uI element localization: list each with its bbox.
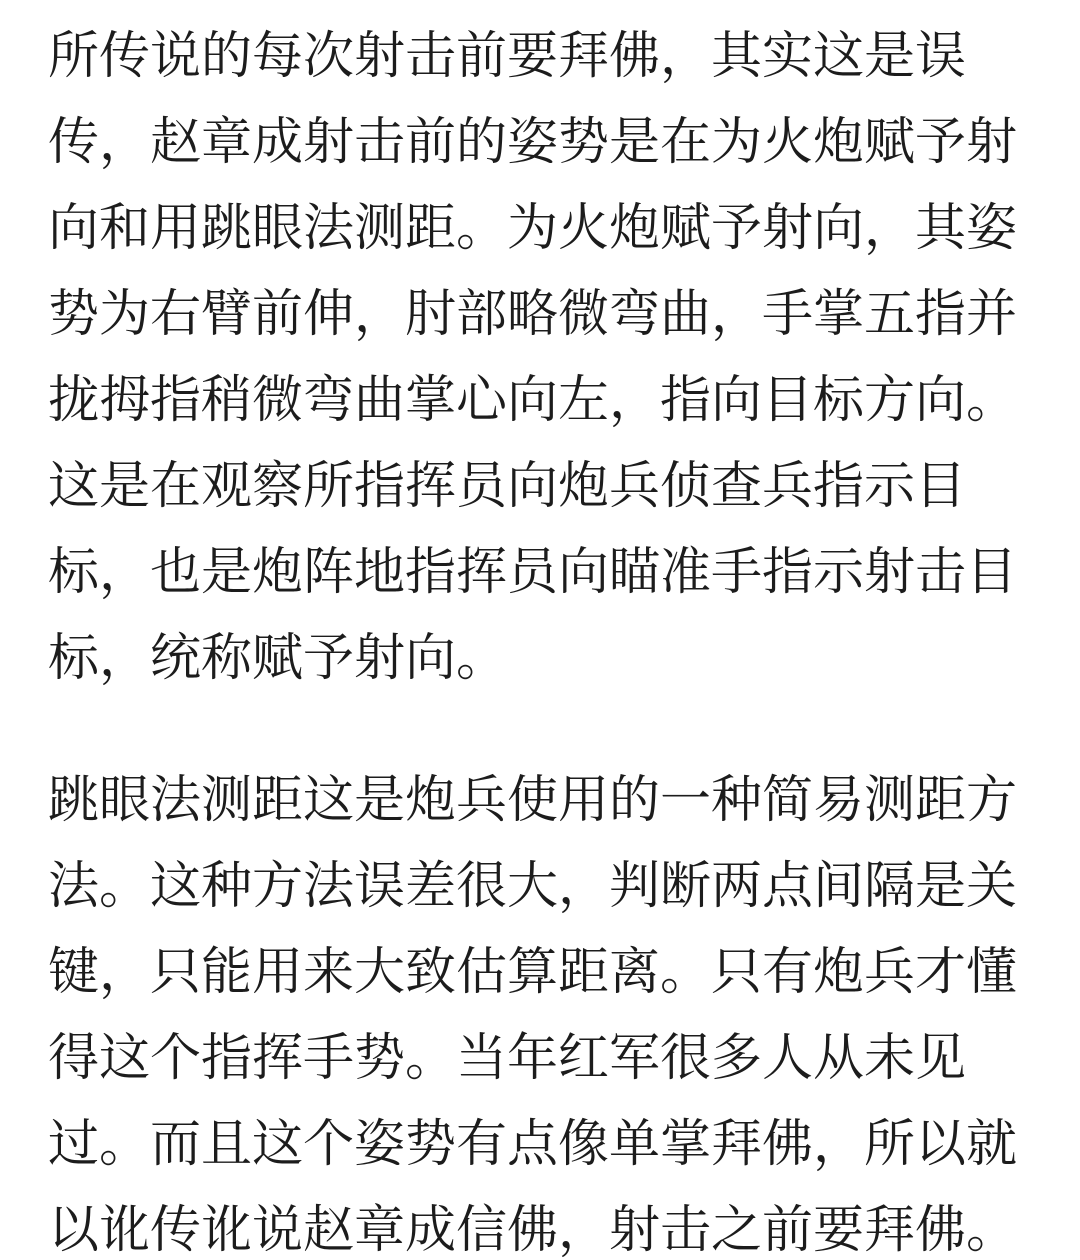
text-line: 势为右臂前伸，肘部略微弯曲，手掌五指并 (48, 285, 1018, 344)
paragraph-2 (48, 758, 1032, 1260)
text-line: 这是在观察所指挥员向炮兵侦查兵指示目 (48, 457, 967, 516)
text-line: 向和用跳眼法测距。为火炮赋予射向，其姿 (48, 199, 1018, 258)
text-line: 法。这种方法误差很大，判断两点间隔是关 (48, 857, 1018, 916)
text-line: 过。而且这个姿势有点像单掌拜佛，所以就 (48, 1115, 1018, 1174)
text-line: 标，统称赋予射向。 (48, 629, 508, 688)
text-line: 传，赵章成射击前的姿势是在为火炮赋予射 (48, 113, 1018, 172)
paragraph-gap (48, 702, 1032, 758)
text-line: 以讹传讹说赵章成信佛，射击之前要拜佛。 (48, 1201, 1018, 1260)
text-line: 键，只能用来大致估算距离。只有炮兵才懂 (48, 943, 1018, 1002)
text-line: 所传说的每次射击前要拜佛，其实这是误 (48, 27, 967, 86)
text-line: 得这个指挥手势。当年红军很多人从未见 (48, 1029, 967, 1088)
paragraph-1 (48, 14, 1032, 702)
text-line: 跳眼法测距这是炮兵使用的一种简易测距方 (48, 771, 1018, 830)
text-line: 拢拇指稍微弯曲掌心向左，指向目标方向。 (48, 371, 1018, 430)
text-line: 标，也是炮阵地指挥员向瞄准手指示射击目 (48, 543, 1018, 602)
